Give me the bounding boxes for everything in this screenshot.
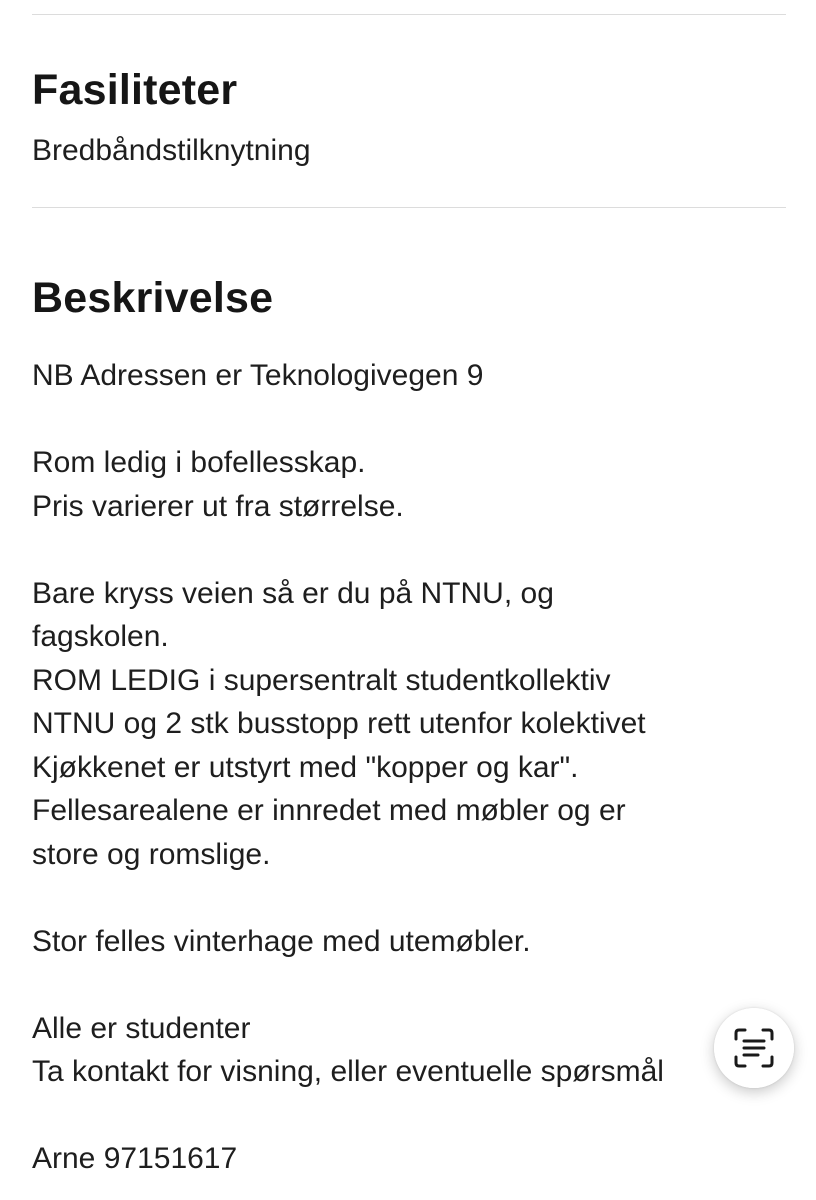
facilities-heading: Fasiliteter <box>32 66 238 114</box>
description-line: Pris varierer ut fra størrelse. <box>32 489 404 523</box>
description-line: fagskolen. <box>32 620 169 653</box>
description-line: Ta kontakt for visning, eller eventuelle spørsmål <box>32 1055 664 1088</box>
description-spacer <box>32 963 792 1007</box>
description-spacer <box>32 876 792 920</box>
description-spacer <box>32 398 792 442</box>
description-heading: Beskrivelse <box>32 274 274 322</box>
description-line: ROM LEDIG i supersentralt studentkollektiv <box>32 663 611 697</box>
description-line: Rom ledig i bofellesskap. <box>32 446 366 479</box>
description-line: Alle er studenter <box>32 1011 251 1045</box>
description-spacer <box>32 528 792 572</box>
description-line: Fellesarealene er innredet med møbler og er <box>32 794 626 827</box>
description-line: store og romslige. <box>32 837 271 871</box>
description-line: Stor felles vinterhage med utemøbler. <box>32 924 531 958</box>
description-text <box>32 354 792 1181</box>
live-text-scan-button[interactable] <box>714 1008 794 1088</box>
top-divider <box>32 14 786 15</box>
description-line: Kjøkkenet er utstyrt med "kopper og kar". <box>32 750 579 784</box>
section-divider <box>32 207 786 208</box>
description-line: NTNU og 2 stk busstopp rett utenfor kolektivet <box>32 707 646 740</box>
description-line: NB Adressen er Teknologivegen 9 <box>32 359 484 392</box>
scan-text-icon <box>730 1024 778 1072</box>
facility-item: Bredbåndstilknytning <box>32 134 311 167</box>
description-line: Bare kryss veien så er du på NTNU, og <box>32 576 554 610</box>
description-line: Arne 97151617 <box>32 1142 238 1175</box>
description-spacer <box>32 1094 792 1138</box>
